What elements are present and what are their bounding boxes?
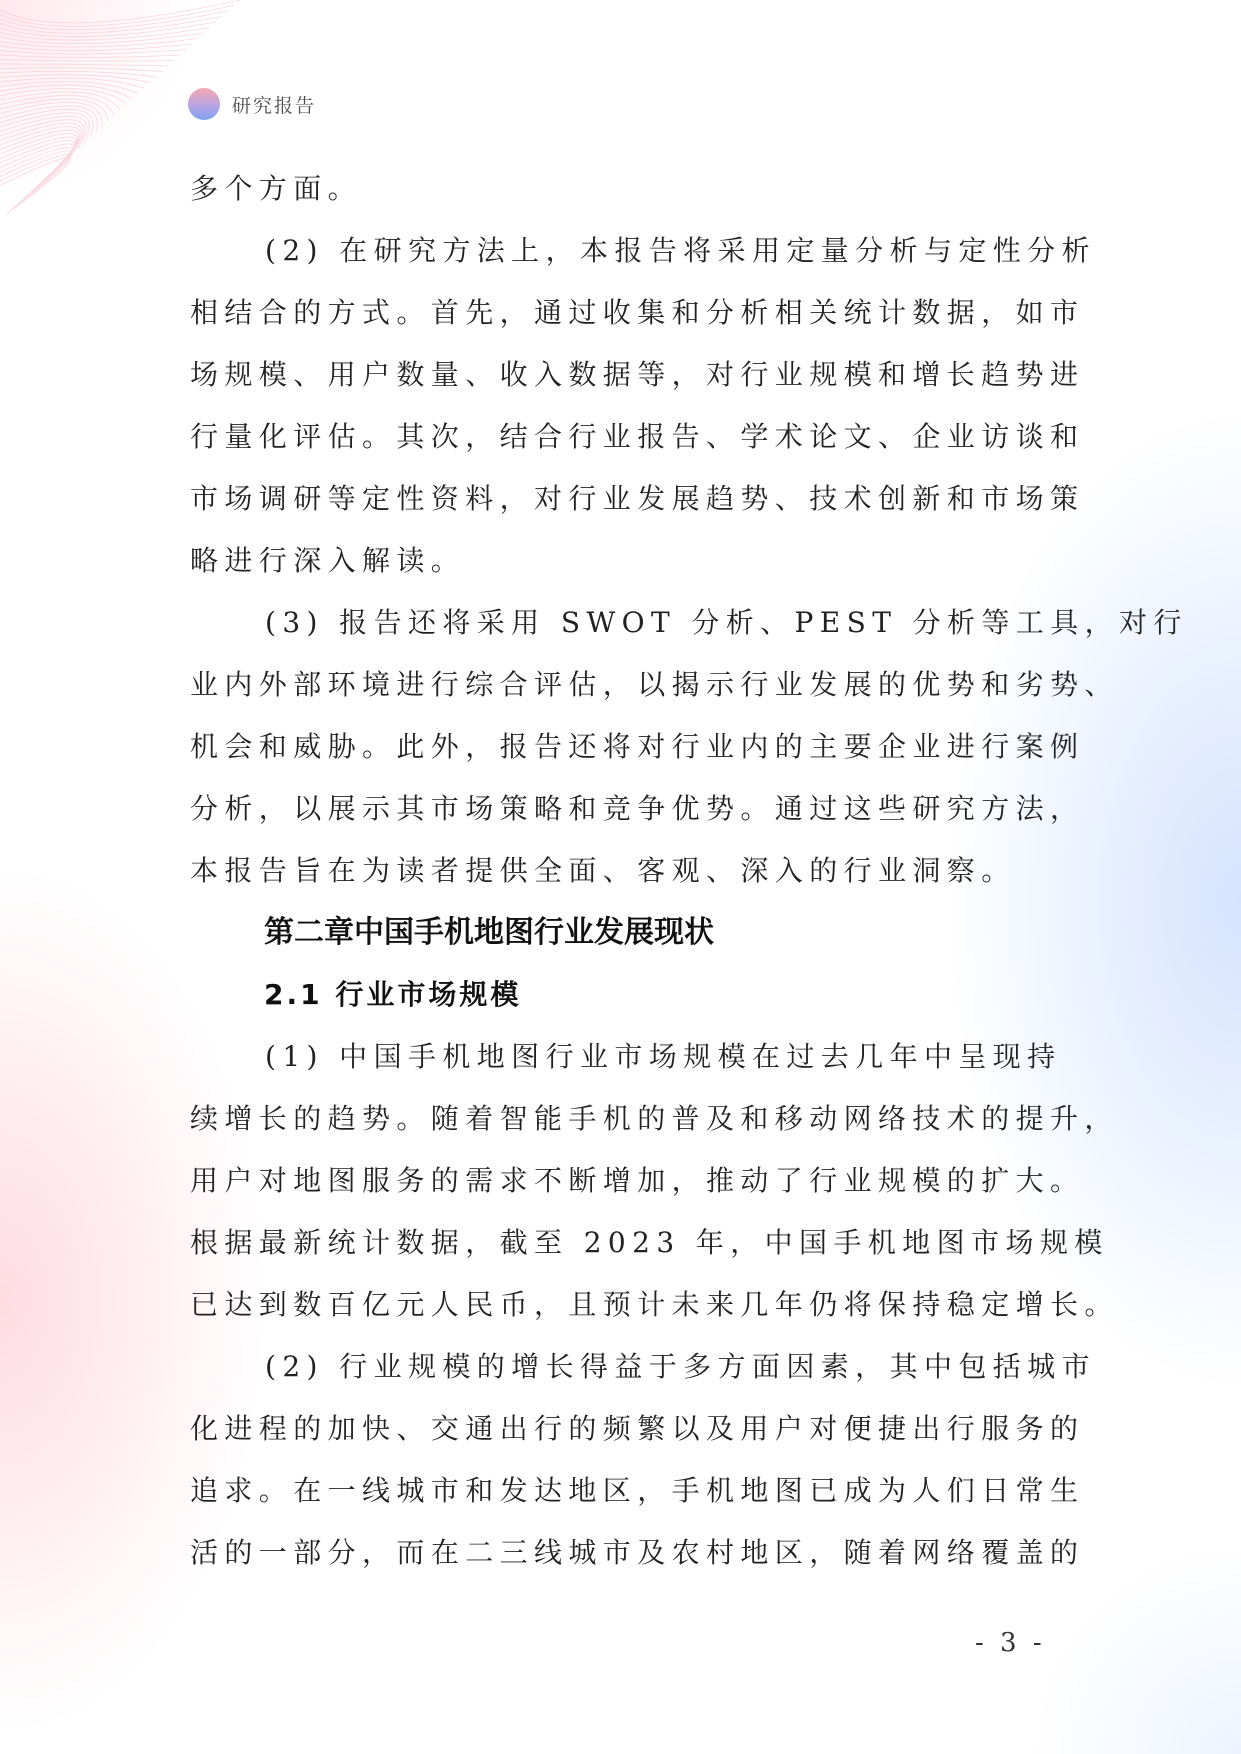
text-line: 机会和威胁。此外，报告还将对行业内的主要企业进行案例 (190, 730, 1085, 763)
text-line: 行量化评估。其次，结合行业报告、学术论文、企业访谈和 (190, 420, 1085, 453)
text-line: 分析，以展示其市场策略和竞争优势。通过这些研究方法， (190, 792, 1085, 825)
text-line: 追求。在一线城市和发达地区，手机地图已成为人们日常生 (190, 1474, 1085, 1507)
text-line: 已达到数百亿元人民币，且预计未来几年仍将保持稳定增长。 (190, 1288, 1119, 1321)
paragraph (190, 592, 1188, 902)
text-line: (2) 在研究方法上，本报告将采用定量分析与定性分析 (265, 234, 1096, 267)
text-line: (2) 行业规模的增长得益于多方面因素，其中包括城市 (265, 1350, 1096, 1383)
text-line: 业内外部环境进行综合评估，以揭示行业发展的优势和劣势、 (190, 668, 1119, 701)
section-title: 2.1 行业市场规模 (264, 978, 522, 1011)
page-header (188, 88, 316, 120)
text-line: 场规模、用户数量、收入数据等，对行业规模和增长趋势进 (190, 358, 1085, 391)
page-number: - 3 - (975, 1628, 1046, 1658)
text-line: 化进程的加快、交通出行的频繁以及用户对便捷出行服务的 (190, 1412, 1085, 1445)
text-line: 根据最新统计数据，截至 2023 年，中国手机地图市场规模 (190, 1226, 1109, 1259)
text-line: 略进行深入解读。 (190, 544, 466, 577)
text-line: 市场调研等定性资料，对行业发展趋势、技术创新和市场策 (190, 482, 1085, 515)
text-line: 多个方面。 (190, 172, 363, 205)
paragraph (190, 1336, 1096, 1584)
paragraph (190, 158, 1050, 220)
paragraph (190, 220, 1096, 592)
text-line: 续增长的趋势。随着智能手机的普及和移动网络技术的提升， (190, 1102, 1119, 1135)
text-line: 用户对地图服务的需求不断增加，推动了行业规模的扩大。 (190, 1164, 1085, 1197)
text-line: 相结合的方式。首先，通过收集和分析相关统计数据，如市 (190, 296, 1085, 329)
paragraph (190, 1026, 1119, 1336)
text-line: (1) 中国手机地图行业市场规模在过去几年中呈现持 (265, 1040, 1062, 1073)
report-logo-icon (188, 88, 220, 120)
text-line: 本报告旨在为读者提供全面、客观、深入的行业洞察。 (190, 854, 1016, 887)
document-body (190, 158, 1188, 1584)
header-title: 研究报告 (232, 94, 317, 117)
text-line: 活的一部分，而在二三线城市及农村地区，随着网络覆盖的 (190, 1536, 1085, 1569)
chapter-title: 第二章中国手机地图行业发展现状 (264, 915, 714, 950)
text-line: (3) 报告还将采用 SWOT 分析、PEST 分析等工具，对行 (265, 606, 1188, 639)
